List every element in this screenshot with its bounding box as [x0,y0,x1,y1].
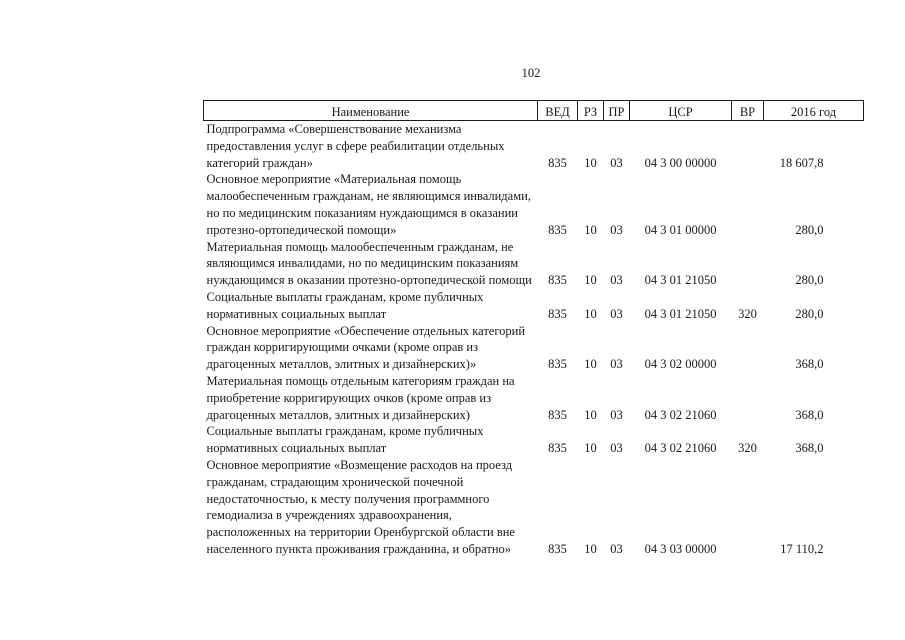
row-name: Материальная помощь отдельным категориям граждан на приобретение корригирующих очков (кроме оправ из драгоценных металлов, элитных и дизайнерских) [206,373,515,422]
row-csr: 04 3 01 00000 [644,222,717,237]
row-csr: 04 3 02 00000 [644,357,717,372]
row-csr: 04 3 03 00000 [644,541,717,556]
row-name: Социальные выплаты гражданам, кроме публичных нормативных социальных выплат [206,424,484,456]
row-csr: 04 3 00 00000 [644,155,717,170]
row-csr: 04 3 01 21050 [644,306,717,321]
page-number: 102 [521,66,541,80]
row-amount: 280,0 [795,273,824,288]
row-vr [732,457,764,558]
table-row [204,289,864,323]
row-csr: 04 3 02 21060 [644,407,717,422]
row-pr: 03 [610,541,623,556]
row-amount: 280,0 [795,306,824,321]
row-pr: 03 [610,357,623,372]
row-amount: 18 607,8 [779,155,824,170]
header-year: 2016 год [764,101,864,121]
row-amount: 368,0 [795,441,824,456]
row-vr: 320 [738,306,757,321]
row-name: Основное мероприятие «Возмещение расходов на проезд гражданам, страдающим хронической почечной недостаточностью, к месту получения программного гемодиализа в учреждениях здравоохранения, расположенных на территории Оренбургской области вне населенного пункта проживания гражданина, и обратно» [206,457,515,556]
row-rz: 10 [584,541,597,556]
row-ved: 835 [548,155,567,170]
row-rz: 10 [584,273,597,288]
table-body [204,121,864,558]
row-rz: 10 [584,155,597,170]
table-row [204,323,864,373]
row-pr: 03 [610,273,623,288]
header-vr: ВР [732,101,764,121]
row-name: Основное мероприятие «Обеспечение отдельных категорий граждан корригирующими очками (кроме оправ из драгоценных металлов, элитных и дизайнерских)» [206,323,526,372]
row-rz: 10 [584,306,597,321]
row-vr [732,323,764,373]
table-row [204,423,864,457]
row-ved: 835 [548,306,567,321]
row-rz: 10 [584,357,597,372]
header-csr: ЦСР [630,101,732,121]
row-name: Основное мероприятие «Материальная помощь малообеспеченным гражданам, не являющимся инвалидами, но по медицинским показаниям нуждающимся в оказании протезно-ортопедической помощи» [206,172,531,237]
row-amount: 17 110,2 [780,541,824,556]
table-header [204,101,864,121]
row-pr: 03 [610,306,623,321]
table-row [204,171,864,238]
header-rz: РЗ [578,101,604,121]
row-csr: 04 3 02 21060 [644,441,717,456]
row-vr [732,239,764,289]
table-row [204,457,864,558]
row-pr: 03 [610,222,623,237]
row-rz: 10 [584,407,597,422]
row-ved: 835 [548,441,567,456]
row-vr [732,373,764,423]
budget-table [203,100,864,558]
row-vr [732,171,764,238]
header-ved: ВЕД [538,101,578,121]
header-pr: ПР [604,101,630,121]
header-name: Наименование [204,101,538,121]
table-row [204,373,864,423]
row-pr: 03 [610,407,623,422]
row-pr: 03 [610,155,623,170]
row-name: Подпрограмма «Совершенствование механизма предоставления услуг в сфере реабилитации отдельных категорий граждан» [206,122,505,170]
row-ved: 835 [548,273,567,288]
row-ved: 835 [548,541,567,556]
table-row [204,239,864,289]
table-row [204,121,864,172]
row-amount: 280,0 [795,222,824,237]
row-ved: 835 [548,222,567,237]
row-amount: 368,0 [795,357,824,372]
row-ved: 835 [548,357,567,372]
row-name: Материальная помощь малообеспеченным гражданам, не являющимся инвалидами, но по медицинским показаниям нуждающимся в оказании протезно-ортопедической помощи [206,239,532,288]
row-amount: 368,0 [795,407,824,422]
row-csr: 04 3 01 21050 [644,273,717,288]
row-pr: 03 [610,441,623,456]
row-vr [732,121,764,172]
row-ved: 835 [548,407,567,422]
row-rz: 10 [584,441,597,456]
row-name: Социальные выплаты гражданам, кроме публичных нормативных социальных выплат [206,289,484,321]
row-rz: 10 [584,222,597,237]
row-vr: 320 [738,441,757,456]
